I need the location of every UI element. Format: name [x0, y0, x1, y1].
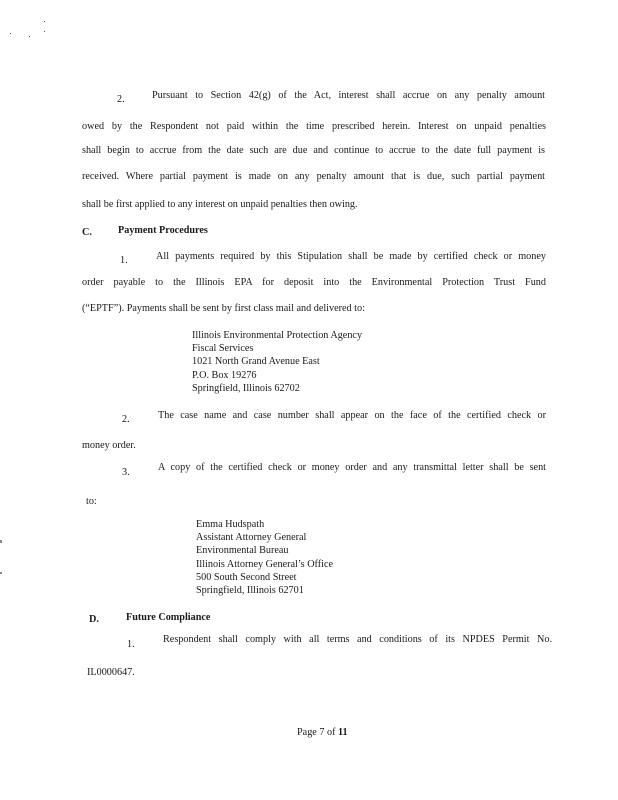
para2-line: shall begin to accrue from the date such are due and continue to accrue to the date full payment is: [82, 145, 545, 156]
c3-number: 3.: [122, 467, 130, 478]
section-c-letter: C.: [82, 227, 92, 238]
address-line: Assistant Attorney General: [196, 532, 307, 544]
payment-address-block: [192, 329, 362, 395]
address-line: Springfield, Illinois 62701: [196, 585, 304, 597]
address-line: Springfield, Illinois 62702: [192, 382, 300, 394]
section-c-title: Payment Procedures: [118, 225, 208, 236]
address-line: Illinois Attorney General’s Office: [196, 558, 334, 570]
address-line: Emma Hudspath: [196, 519, 265, 530]
c1-line: All payments required by this Stipulation shall be made by certified check or money: [156, 251, 546, 262]
address-line: P.O. Box 19276: [192, 369, 257, 381]
para2-line: shall be first applied to any interest on unpaid penalties then owing.: [82, 199, 358, 210]
c1-line: (“EPTF”). Payments shall be sent by first class mail and delivered to:: [82, 303, 365, 314]
para2-number: 2.: [117, 94, 125, 105]
scan-speck: [10, 33, 11, 34]
attorney-address-block: [196, 518, 333, 597]
c2-line: The case name and case number shall appear on the face of the certified check or: [158, 410, 546, 421]
c1-line: order payable to the Illinois EPA for deposit into the Environmental Protection Trust Fund: [82, 277, 546, 288]
para2-line: Pursuant to Section 42(g) of the Act, interest shall accrue on any penalty amount: [152, 90, 545, 101]
address-line: 500 South Second Street: [196, 571, 297, 583]
address-line: 1021 North Grand Avenue East: [192, 356, 320, 368]
c2-line: money order.: [82, 440, 136, 451]
d1-number: 1.: [127, 639, 135, 650]
scan-speck: [44, 31, 45, 32]
scan-speck: [44, 21, 45, 22]
c2-number: 2.: [122, 414, 130, 425]
d1-line: IL0000647.: [87, 667, 135, 678]
c3-line: A copy of the certified check or money order and any transmittal letter shall be sent: [158, 462, 546, 473]
c3-line: to:: [86, 496, 97, 507]
section-d-letter: D.: [89, 614, 99, 625]
page-number-prefix: Page 7 of: [297, 727, 339, 738]
c1-number: 1.: [120, 255, 128, 266]
address-line: Illinois Environmental Protection Agency: [192, 330, 363, 341]
scan-speck: [29, 36, 30, 37]
section-d-title: Future Compliance: [126, 612, 211, 623]
d1-line: Respondent shall comply with all terms and conditions of its NPDES Permit No.: [163, 634, 552, 645]
para2-line: owed by the Respondent not paid within the time prescribed herein. Interest on unpaid penalties: [82, 121, 546, 132]
address-line: Fiscal Services: [192, 343, 254, 355]
address-line: Environmental Bureau: [196, 545, 289, 557]
page-number-total: 11: [338, 727, 348, 738]
scan-edge-mark: [0, 540, 2, 543]
page-number: [297, 727, 348, 739]
scan-edge-mark: [0, 572, 2, 574]
para2-line: received. Where partial payment is made on any penalty amount that is due, such partial payment: [82, 171, 545, 182]
